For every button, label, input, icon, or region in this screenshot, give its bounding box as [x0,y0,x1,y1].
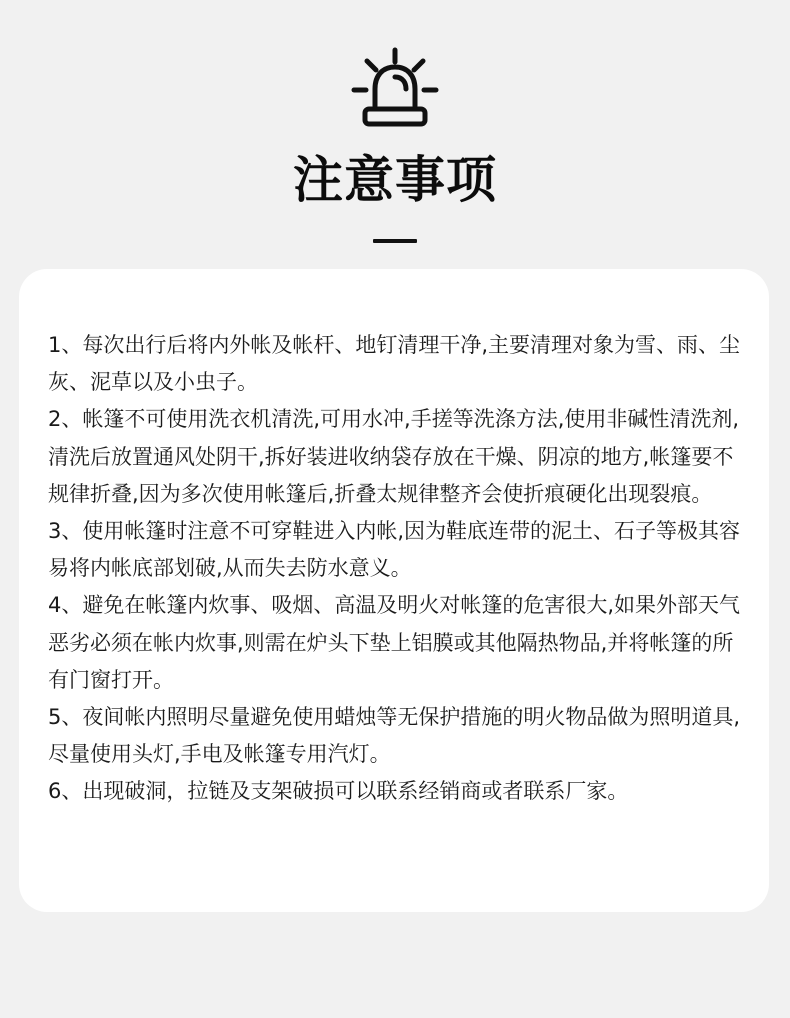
note-number-1: 1、 [48,333,83,357]
note-item-5 [48,699,753,773]
page-title: 注意事项 [293,151,497,209]
note-text-4: 避免在帐篷内炊事、吸烟、高温及明火对帐篷的危害很大,如果外部天气恶劣必须在帐内炊事,则需在炉头下垫上铝膜或其他隔热物品,并将帐篷的所有门窗打开。 [48,593,741,692]
note-number-4: 4、 [48,593,83,618]
note-text-1: 每次出行后将内外帐及帐杆、地钉清理干净,主要清理对象为雪、雨、尘灰、泥草以及小虫子。 [48,333,741,395]
note-item-2 [48,401,753,513]
note-item-4 [48,587,753,699]
note-text-5: 夜间帐内照明尽量避免使用蜡烛等无保护措施的明火物品做为照明道具,尽量使用头灯,手电及帐篷专用汽灯。 [48,705,741,767]
note-item-1 [48,327,753,401]
title-underline [373,239,417,243]
header [0,0,790,270]
note-text-3: 使用帐篷时注意不可穿鞋进入内帐,因为鞋底连带的泥土、石子等极其容易将内帐底部划破,从而失去防水意义。 [48,519,741,581]
note-item-3 [48,513,753,587]
notes-list [48,327,753,811]
note-number-6: 6、 [48,779,83,804]
notes-card [19,269,769,912]
alarm-light-icon [348,47,442,131]
note-item-6 [48,773,753,810]
note-number-2: 2、 [48,407,83,432]
note-number-5: 5、 [48,705,83,730]
note-text-2: 帐篷不可使用洗衣机清洗,可用水冲,手搓等洗涤方法,使用非碱性清洗剂,清洗后放置通风处阴干,拆好装进收纳袋存放在干燥、阴凉的地方,帐篷要不规律折叠,因为多次使用帐篷后,折叠太规律整齐会使折痕硬化出现裂痕。 [48,407,740,506]
note-number-3: 3、 [48,519,83,544]
note-text-6: 出现破洞，拉链及支架破损可以联系经销商或者联系厂家。 [82,779,629,804]
